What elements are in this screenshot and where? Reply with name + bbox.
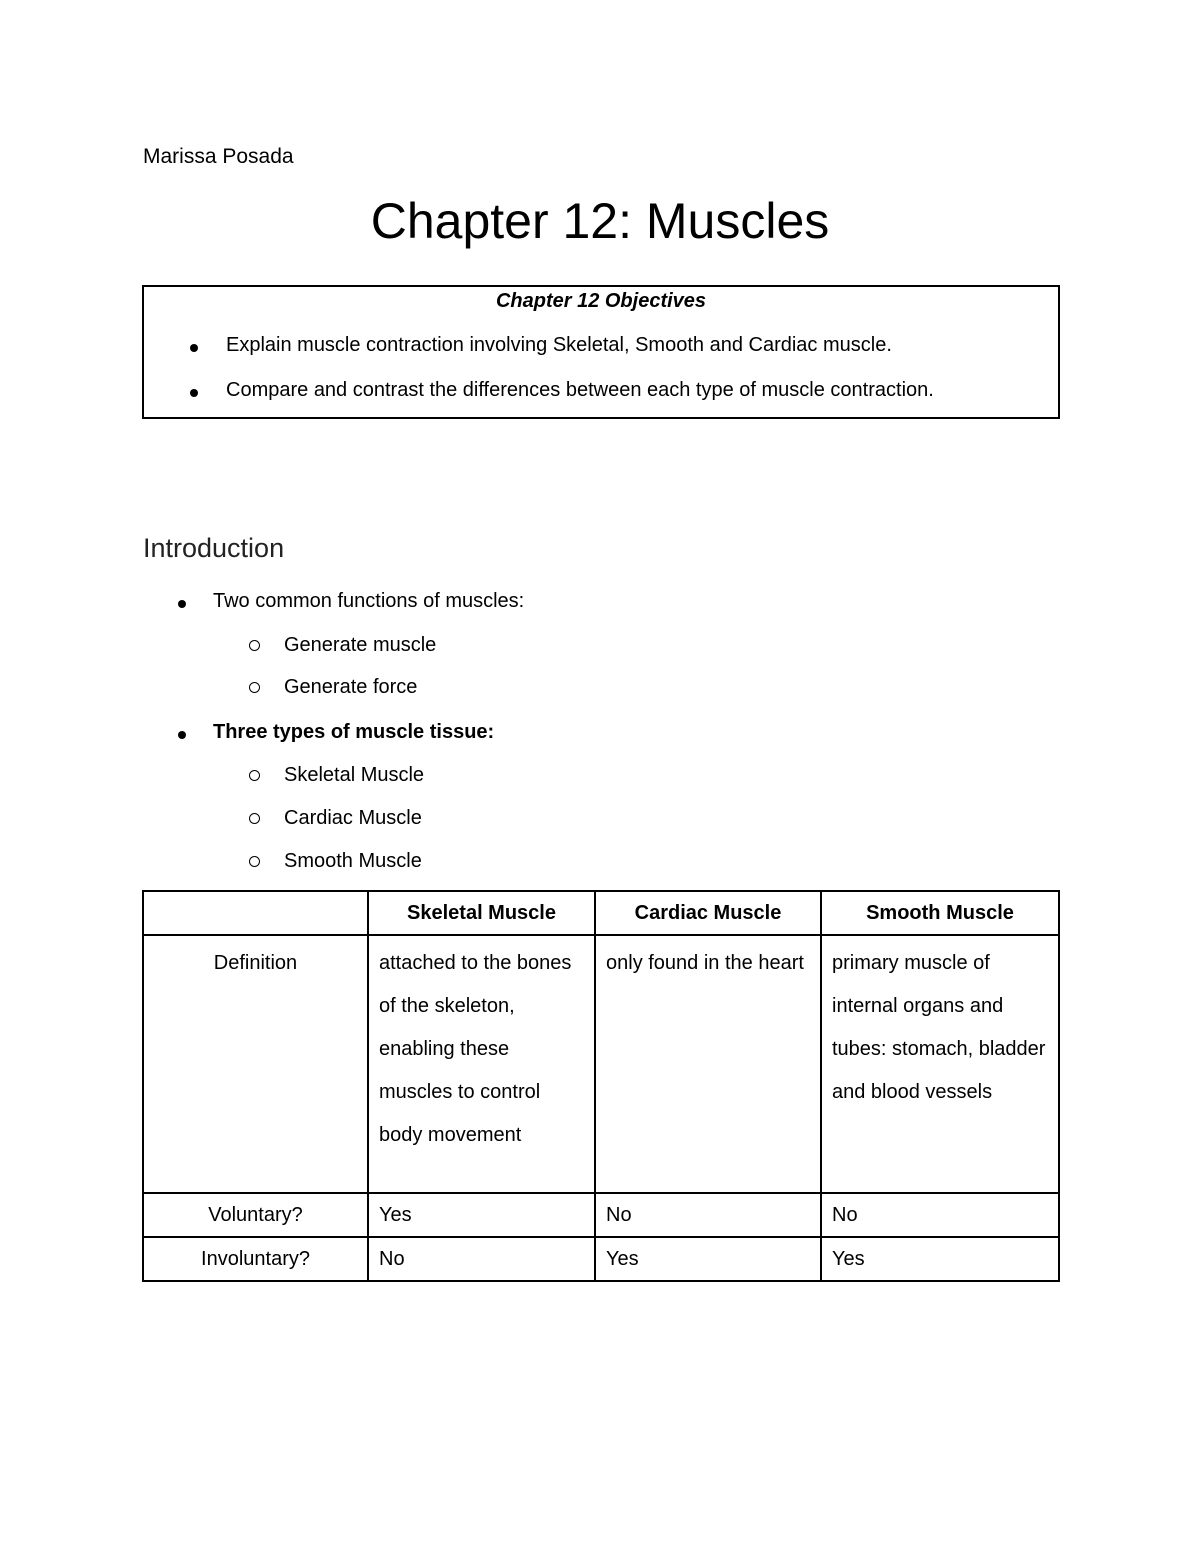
bullet-icon [178,731,186,739]
table-cell: Yes [368,1193,595,1237]
row-label: Definition [143,935,368,1193]
circle-bullet-icon [249,813,260,824]
bullet-icon [178,600,186,608]
table-header-row [143,891,1059,935]
intro-list-label: Three types of muscle tissue: [213,721,495,743]
intro-list-label: Two common functions of muscles: [213,590,525,612]
table-cell: attached to the bones of the skeleton, enabling these muscles to control body movement [368,935,595,1193]
table-header-cell [143,891,368,935]
circle-bullet-icon [249,770,260,781]
intro-sublist-text: Cardiac Muscle [284,807,422,829]
intro-sublist-text: Smooth Muscle [284,850,422,872]
table-row [143,1193,1059,1237]
objective-text: Explain muscle contraction involving Skeletal, Smooth and Cardiac muscle. [226,334,892,356]
intro-sublist-text: Generate force [284,676,418,698]
table-cell: Yes [595,1237,821,1281]
table-cell: only found in the heart [595,935,821,1193]
introduction-heading: Introduction [143,533,285,563]
bullet-icon [190,389,198,397]
muscle-comparison-table [142,890,1060,1282]
table-cell: Yes [821,1237,1059,1281]
circle-bullet-icon [249,682,260,693]
objectives-heading: Chapter 12 Objectives [495,290,707,312]
table-cell: No [368,1237,595,1281]
table-header-cell: Cardiac Muscle [595,891,821,935]
circle-bullet-icon [249,856,260,867]
objective-text: Compare and contrast the differences between each type of muscle contraction. [226,379,934,401]
bullet-icon [190,344,198,352]
page-title: Chapter 12: Muscles [370,193,830,249]
intro-sublist-text: Skeletal Muscle [284,764,425,786]
author-name: Marissa Posada [143,145,294,168]
objectives-box [142,285,1060,419]
table-cell: No [821,1193,1059,1237]
row-label: Voluntary? [143,1193,368,1237]
table-cell: primary muscle of internal organs and tubes: stomach, bladder and blood vessels [821,935,1059,1193]
circle-bullet-icon [249,640,260,651]
row-label: Involuntary? [143,1237,368,1281]
table-row [143,1237,1059,1281]
table-header-cell: Smooth Muscle [821,891,1059,935]
table-header-cell: Skeletal Muscle [368,891,595,935]
table-row [143,935,1059,1193]
intro-sublist-text: Generate muscle [284,634,437,656]
table-cell: No [595,1193,821,1237]
